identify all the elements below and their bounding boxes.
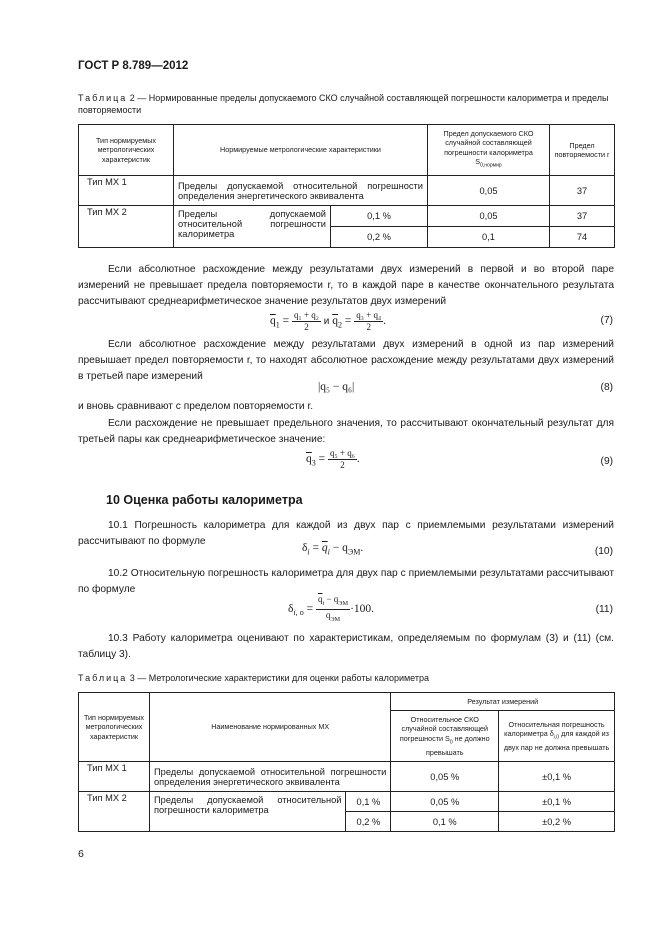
table3-header-delta-tail: для каждой из двух пар не должна превышать (503, 729, 610, 752)
eq7-den2: 2 (366, 322, 371, 332)
table3-header-delta-text: Относительная погрешность калориметра δ (504, 719, 605, 739)
table3-header-sko: Относительное СКО случайной составляющей погрешности $S_0$ не должно превышать (391, 711, 499, 762)
table3-header-type: Тип нормируемых метрологических характеристик (79, 693, 150, 762)
table2-row2-type: Тип МХ 2 (79, 206, 174, 248)
table3-header-sko-tail: не должно превышать (426, 733, 490, 757)
table3-row2-sko1: 0,05 % (391, 792, 499, 812)
eq11-den: q (325, 609, 331, 620)
equation-9-number: (9) (600, 456, 613, 467)
table2 (78, 124, 615, 248)
table2-header-chars: Нормируемые метрологические характеристики (174, 125, 428, 176)
table2-header-rep: Предел повторяемости r (550, 125, 615, 176)
table3-row1-delta: ±0,1 % (499, 762, 615, 792)
table2-row3-sko2: 0,1 (428, 227, 550, 248)
equation-8: |q₅ − q₆| (318, 381, 355, 393)
table3-row1-sko: 0,05 % (391, 762, 499, 792)
table2-caption (78, 92, 616, 116)
equation-11-number: (11) (595, 604, 613, 615)
eq7-sep: и (323, 316, 330, 328)
table2-header-sko (428, 125, 550, 176)
table-row (79, 792, 615, 812)
table2-row1-sko: 0,05 (428, 176, 550, 206)
table2-row1-desc: Пределы допускаемой относительной погрешности определения энергетического эквивалента (174, 176, 428, 206)
table3-row1-desc: Пределы допускаемой относительной погрешности определения энергетического эквивалента (149, 762, 390, 792)
table2-row1-type: Тип МХ 1 (79, 176, 174, 206)
eq11-num: $\overline{q}$ (317, 594, 323, 604)
table2-row2-sko1: 0,05 (428, 206, 550, 227)
paragraph-3: и вновь сравнивают с пределом повторяемости r. (78, 401, 314, 412)
table-row (79, 176, 615, 206)
table3-row2-delta1: ±0,1 % (499, 792, 615, 812)
page-number: 6 (78, 848, 84, 860)
table3-row3-sub2: 0,2 % (346, 812, 391, 832)
table-row (79, 762, 615, 792)
table3 (78, 692, 615, 832)
table2-row1-rep: 37 (550, 176, 615, 206)
table3-row2-type: Тип МХ 2 (79, 792, 150, 832)
table3-caption-text: 3 — Метрологические характеристики для оценки работы калориметра (127, 673, 430, 683)
table2-row2-sub1: 0,1 % (331, 206, 428, 227)
table3-header-name: Наименование нормированных МХ (149, 693, 390, 762)
table2-row2-rep1: 37 (550, 206, 615, 227)
equation-11: $\delta_{i, o}$ = $\frac{\overline{q}_i - q_{ЭМ}}{q_{ЭМ}}$ ·100. (288, 594, 375, 623)
equation-10: $\delta_i = \overline{q}_i - q_{ЭМ}$. (302, 542, 364, 557)
paragraph-4: Если расхождение не превышает предельного значения, то рассчитывают окончательный результат для третьей пары как среднеарифметическое значение: (78, 418, 614, 445)
table3-caption (78, 672, 616, 684)
document-header: ГОСТ Р 8.789—2012 (78, 60, 189, 72)
eq7-num2: q₃ + q₄ (356, 310, 382, 320)
eq11-mul: ·100. (350, 602, 375, 615)
paragraph-2: Если абсолютное расхождение между результатами двух измерений в одной из пар измерений превышает предел повторяемости r, то находят абсолютное расхождение между результатами двух измерений в третьей паре измерений (78, 339, 614, 382)
table-row (79, 206, 615, 227)
table2-caption-label: Таблица (78, 93, 128, 103)
eq10-rhs: − q (332, 542, 348, 554)
table3-header-result: Результат измерений (391, 693, 615, 711)
table2-caption-text: 2 — Нормированные пределы допускаемого СКО случайной составляющей погрешности калориметра и пределы повторяемости (78, 93, 609, 115)
table3-caption-label: Таблица (78, 673, 128, 683)
equation-7-number: (7) (600, 315, 613, 326)
equation-8-number: (8) (600, 382, 613, 393)
table2-row3-rep2: 74 (550, 227, 615, 248)
table2-header-type: Тип нормируемых метрологических характеристик (79, 125, 174, 176)
eq7-num1: q₁ + q₂ (294, 310, 319, 320)
equation-7: $\overline{q}_1$ = $\frac{\text{q₁ + q₂}}{2}$ и $\overline{q}_2$ = $\frac{\text{q₃ + q₄}}{2}$ . (270, 310, 386, 332)
table2-header-sko-text: Предел допускаемого СКО случайной составляющей погрешности калориметра S (443, 128, 534, 167)
table2-row3-sub2: 0,2 % (331, 227, 428, 248)
section-10-title: 10 Оценка работы калориметра (106, 493, 303, 507)
paragraph-10-3: 10.3 Работу калориметра оценивают по характеристикам, определяемым по формулам (3) и (11) (см. таблицу 3). (78, 633, 614, 660)
table2-row2-desc: Пределы допускаемой относительной погрешности калориметра (174, 206, 331, 248)
table3-row1-type: Тип МХ 1 (79, 762, 150, 792)
table3-row3-delta2: ±0,2 % (499, 812, 615, 832)
equation-9: $\overline{q}_3$ = $\frac{\text{q₅ + q₆}}{2}$ . (306, 448, 360, 470)
equation-10-number: (10) (594, 546, 613, 557)
table2-header-sko-sub: 0,нормир (480, 162, 502, 169)
table3-row2-desc: Пределы допускаемой относительной погрешности калориметра (149, 792, 346, 832)
table3-row2-sub1: 0,1 % (346, 792, 391, 812)
table3-header-sko-text: Относительное СКО случайной составляющей погрешности S (399, 714, 489, 743)
paragraph-1: Если абсолютное расхождение между результатами двух измерений в первой и во второй паре измерений не превышает предела повторяемости r, то в каждой паре в качестве окончательного результата рассчитывают среднеарифметическое значение результатов двух измерений (78, 264, 614, 307)
paragraph-10-1: 10.1 Погрешность калориметра для каждой из двух пар с приемлемыми результатами измерений рассчитывают по формуле (78, 520, 614, 547)
eq7-den1: 2 (304, 322, 309, 332)
table3-header-delta: Относительная погрешность калориметра $\delta_{i,0}$ для каждой из двух пар не должна превышать (499, 711, 615, 762)
eq9-den: 2 (340, 460, 345, 470)
eq9-num: q₅ + q₆ (330, 448, 355, 458)
table3-row3-sko2: 0,1 % (391, 812, 499, 832)
paragraph-10-2: 10.2 Относительную погрешность калориметра для двух пар с приемлемыми результатами рассчитывают по формуле (78, 568, 614, 595)
